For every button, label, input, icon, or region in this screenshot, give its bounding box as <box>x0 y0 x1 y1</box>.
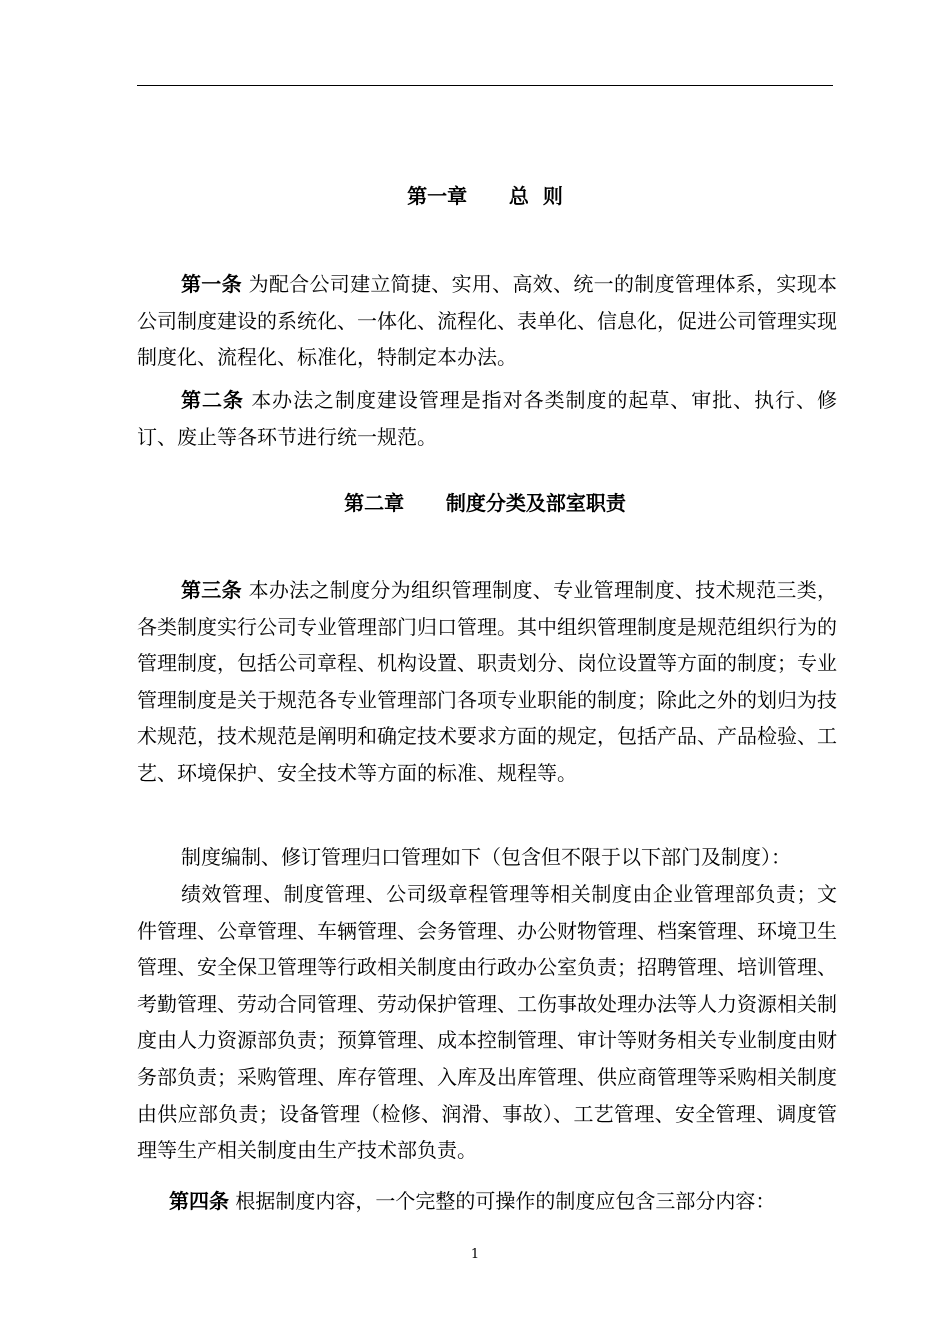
article-2 <box>137 382 837 455</box>
article-2-label: 第二条 <box>181 388 244 412</box>
paragraph-intro: 制度编制、修订管理归口管理如下（包含但不限于以下部门及制度）： <box>181 845 791 869</box>
article-1-text: 为配合公司建立简捷、实用、高效、统一的制度管理体系，实现本公司制度建设的系统化、一体化、流程化、表单化、信息化，促进公司管理实现制度化、流程化、标准化，特制定本办法。 <box>137 272 838 370</box>
article-3 <box>137 572 837 792</box>
article-1 <box>137 266 837 376</box>
article-3-label: 第三条 <box>181 578 242 602</box>
paragraph-departments: 绩效管理、制度管理、公司级章程管理等相关制度由企业管理部负责；文件管理、公章管理、车辆管理、会务管理、办公财物管理、档案管理、环境卫生管理、安全保卫管理等行政相关制度由行政办公室负责；招聘管理、培训管理、考勤管理、劳动合同管理、劳动保护管理、工伤事故处理办法等人力资源相关制度由人力资源部负责；预算管理、成本控制管理、审计等财务相关专业制度由财务部负责；采购管理、库存管理、入库及出库管理、供应商管理等采购相关制度由供应部负责；设备管理（检修、润滑、事故）、工艺管理、安全管理、调度管理等生产相关制度由生产技术部负责。 <box>137 882 837 1163</box>
article-2-text: 本办法之制度建设管理是指对各类制度的起草、审批、执行、修订、废止等各环节进行统一规范。 <box>137 388 838 449</box>
header-rule <box>137 85 833 86</box>
article-1-label: 第一条 <box>181 272 242 296</box>
article-3-text: 本办法之制度分为组织管理制度、专业管理制度、技术规范三类，各类制度实行公司专业管理部门归口管理。其中组织管理制度是规范组织行为的管理制度，包括公司章程、机构设置、职责划分、岗位设置等方面的制度；专业管理制度是关于规范各专业管理部门各项专业职能的制度；除此之外的划归为技术规范，技术规范是阐明和确定技术要求方面的规定，包括产品、产品检验、工艺、环境保护、安全技术等方面的标准、规程等。 <box>137 578 838 785</box>
page-number: 1 <box>470 1247 480 1262</box>
article-4-label: 第四条 <box>169 1189 229 1213</box>
article-4 <box>137 1183 837 1220</box>
chapter-2-title: 第二章 制度分类及部室职责 <box>344 491 626 515</box>
chapter-1-title: 第一章 总 则 <box>407 184 563 208</box>
article-4-text: 根据制度内容，一个完整的可操作的制度应包含三部分内容： <box>229 1189 776 1213</box>
